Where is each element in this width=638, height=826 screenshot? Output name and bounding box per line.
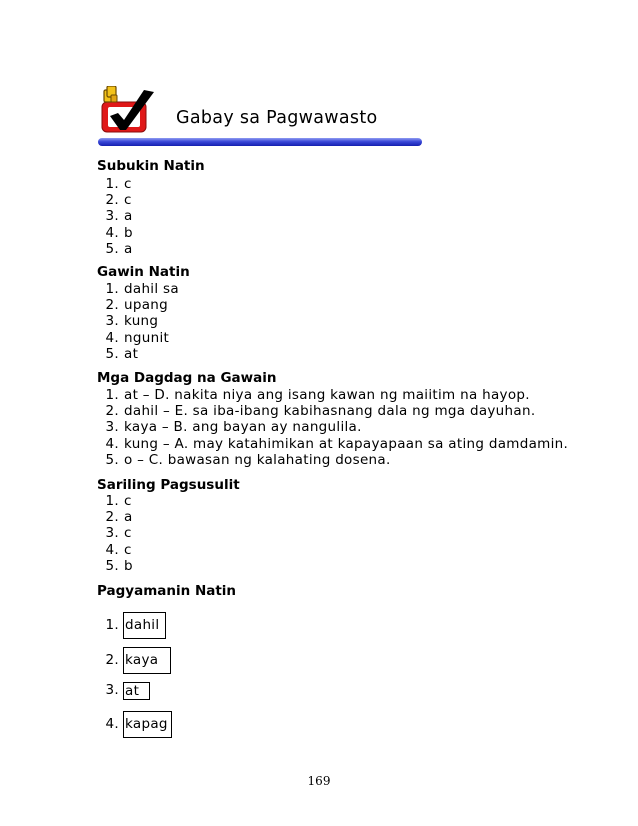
boxed-answer: kaya xyxy=(123,647,171,674)
item-answer: kung – A. may katahimikan at kapayapaan sa ating damdamin. xyxy=(124,435,569,452)
list-item xyxy=(97,612,166,638)
item-number: 1. xyxy=(105,493,119,509)
item-number: 5. xyxy=(105,557,119,574)
list-item xyxy=(97,192,133,208)
item-number: 3. xyxy=(105,313,119,330)
item-number: 5. xyxy=(105,451,119,468)
list-item xyxy=(97,403,568,419)
list-item xyxy=(97,711,172,737)
item-answer: at xyxy=(124,345,139,362)
list-item xyxy=(97,509,133,525)
item-number: 3. xyxy=(105,525,119,542)
section-title-dagdag: Mga Dagdag na Gawain xyxy=(97,370,277,386)
item-number: 4. xyxy=(105,435,119,452)
item-number: 4. xyxy=(105,224,119,241)
list-item xyxy=(97,452,568,468)
section-title-gawin: Gawin Natin xyxy=(97,264,190,280)
item-answer: c xyxy=(124,176,132,192)
item-number: 3. xyxy=(105,208,119,225)
answer-list-dagdag xyxy=(97,387,568,468)
item-number: 4. xyxy=(105,541,119,558)
item-answer: dahil – E. sa iba-ibang kabihasnang dala ng mga dayuhan. xyxy=(124,403,536,420)
list-item xyxy=(97,176,133,192)
list-item xyxy=(97,436,568,452)
item-answer: c xyxy=(124,541,132,558)
boxed-answer: at xyxy=(123,682,150,700)
item-number: 2. xyxy=(105,192,119,209)
item-number: 2. xyxy=(105,652,119,668)
boxed-answer: kapag xyxy=(123,711,172,738)
item-answer: at – D. nakita niya ang isang kawan ng maiitim na hayop. xyxy=(124,387,530,403)
list-item xyxy=(97,419,568,435)
checkmark-box-icon xyxy=(98,86,158,136)
list-item xyxy=(97,241,133,257)
page-title: Gabay sa Pagwawasto xyxy=(176,108,378,128)
list-item xyxy=(97,558,133,574)
list-item xyxy=(97,225,133,241)
item-answer: c xyxy=(124,493,132,509)
list-item xyxy=(97,208,133,224)
section-title-pagyamanin: Pagyamanin Natin xyxy=(97,583,237,599)
item-number: 2. xyxy=(105,403,119,420)
item-number: 1. xyxy=(105,176,119,192)
list-item xyxy=(97,677,150,703)
item-answer: kung xyxy=(124,313,159,330)
boxed-answer: dahil xyxy=(123,612,166,639)
list-item xyxy=(97,387,568,403)
item-answer: a xyxy=(124,240,133,257)
item-number: 2. xyxy=(105,297,119,314)
answer-list-subukin xyxy=(97,176,133,257)
list-item xyxy=(97,330,179,346)
item-number: 3. xyxy=(105,682,119,698)
list-item xyxy=(97,346,179,362)
item-answer: dahil sa xyxy=(124,281,179,297)
item-number: 1. xyxy=(105,281,119,297)
item-number: 4. xyxy=(105,329,119,346)
list-item xyxy=(97,281,179,297)
answer-list-gawin xyxy=(97,281,179,362)
title-underline-bar xyxy=(98,138,422,146)
item-answer: c xyxy=(124,525,132,542)
list-item xyxy=(97,525,133,541)
section-title-subukin: Subukin Natin xyxy=(97,158,205,174)
item-answer: o – C. bawasan ng kalahating dosena. xyxy=(124,451,391,468)
item-answer: ngunit xyxy=(124,329,170,346)
item-number: 2. xyxy=(105,509,119,526)
item-number: 1. xyxy=(105,387,119,403)
item-answer: b xyxy=(124,557,133,574)
list-item xyxy=(97,313,179,329)
item-answer: b xyxy=(124,224,133,241)
item-number: 1. xyxy=(105,617,119,633)
item-number: 4. xyxy=(105,716,119,732)
item-number: 3. xyxy=(105,419,119,436)
list-item xyxy=(97,647,171,673)
item-answer: kaya – B. ang bayan ay nangulila. xyxy=(124,419,362,436)
list-item xyxy=(97,297,179,313)
page-number: 169 xyxy=(307,774,331,788)
item-number: 5. xyxy=(105,345,119,362)
answer-list-sariling xyxy=(97,493,133,574)
item-answer: a xyxy=(124,208,133,225)
item-answer: upang xyxy=(124,297,169,314)
section-title-sariling: Sariling Pagsusulit xyxy=(97,477,240,493)
item-answer: c xyxy=(124,192,132,209)
list-item xyxy=(97,542,133,558)
list-item xyxy=(97,493,133,509)
item-answer: a xyxy=(124,509,133,526)
item-number: 5. xyxy=(105,240,119,257)
